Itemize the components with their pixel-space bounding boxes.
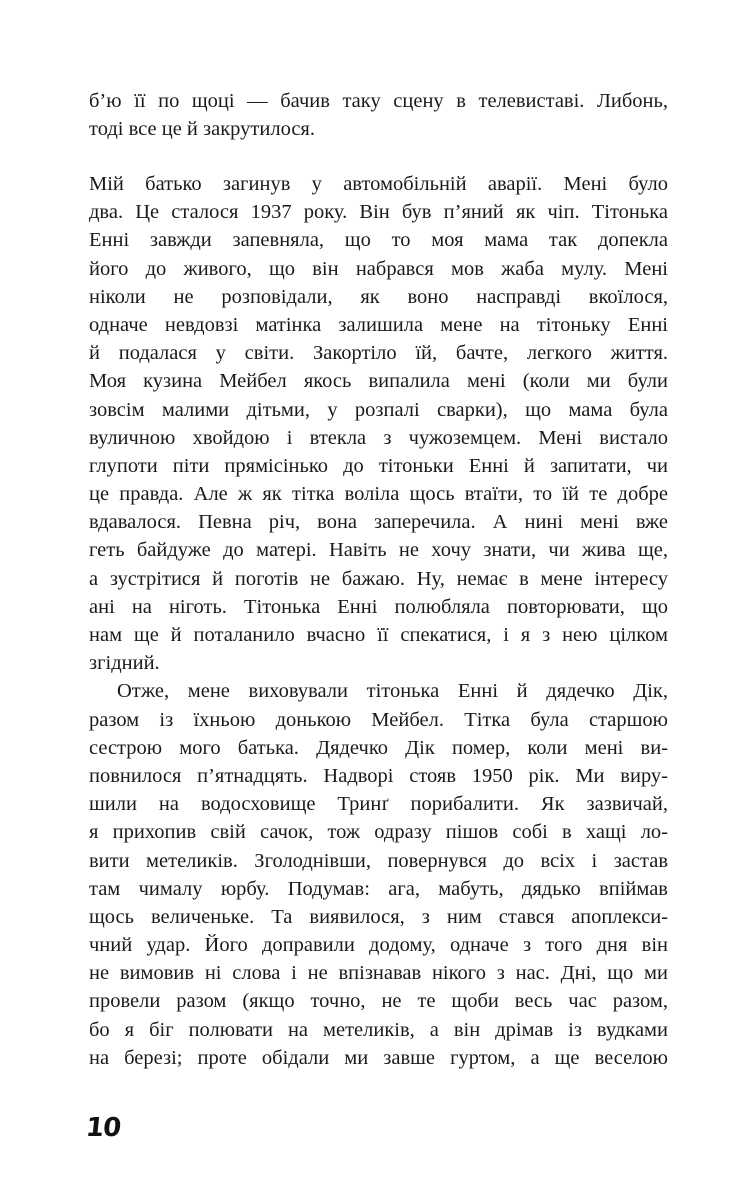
text-line: чний удар. Його доправили додому, одначе з того дня він	[89, 934, 668, 957]
page-number: 10	[84, 1113, 122, 1143]
text-line: два. Це сталося 1937 року. Він був п’яний як чіп. Тітонька	[89, 201, 668, 224]
text-line: Отже, мене виховували тітонька Енні й дядечко Дік,	[117, 680, 668, 703]
paragraph-1	[89, 87, 668, 143]
text-line: тоді все це й закрутилося.	[89, 118, 315, 141]
text-line: там чималу юрбу. Подумав: ага, мабуть, дядько впіймав	[89, 877, 668, 900]
text-line: ніколи не розповідали, як воно насправді вкоїлося,	[89, 285, 668, 308]
text-line: сестрою мого батька. Дядечко Дік помер, коли мені ви-	[89, 736, 668, 759]
text-line: я прихопив свій сачок, тож одразу пішов собі в хащі ло-	[89, 821, 668, 844]
text-line: Мій батько загинув у автомобільній аварії. Мені було	[89, 173, 668, 195]
text-line: на березі; проте обідали ми завше гуртом, а ще веселою	[89, 1046, 668, 1069]
paragraph-2	[89, 170, 668, 1072]
text-line: шили на водосховище Тринґ порибалити. Як зазвичай,	[89, 793, 668, 816]
text-line: глупоти піти прямісінько до тітоньки Енні й запитати, чи	[89, 454, 668, 477]
text-line: одначе невдовзі матінка залишила мене на тітоньку Енні	[89, 313, 668, 336]
text-line: нам ще й поталанило вчасно її спекатися, і я з нею цілком	[89, 624, 668, 646]
text-line: вити метеликів. Зголоднівши, повернувся до всіх і застав	[89, 849, 668, 872]
text-line: зовсім малими дітьми, у розпалі сварки), що мама була	[89, 398, 668, 421]
text-line: не вимовив ні слова і не впізнавав нікого з нас. Дні, що ми	[89, 962, 668, 985]
text-line: разом із їхньою донькою Мейбел. Тітка була старшою	[89, 708, 668, 731]
text-line: Моя кузина Мейбел якось випалила мені (коли ми були	[89, 370, 668, 393]
text-line: бо я біг полювати на метеликів, а він дрімав із вудками	[89, 1018, 668, 1041]
text-line: провели разом (якщо точно, не те щоби весь час разом,	[89, 990, 668, 1013]
text-line: згідний.	[89, 652, 160, 675]
text-line: повнилося п’ятнадцять. Надворі стояв 1950 рік. Ми виру-	[89, 764, 668, 787]
text-line: а зустрітися й поготів не бажаю. Ну, немає в мене інтересу	[89, 567, 668, 590]
text-line: ані на ніготь. Тітонька Енні полюбляла повторювати, що	[89, 595, 668, 618]
text-line: й подалася у світи. Закортіло їй, бачте, легкого життя.	[89, 342, 668, 365]
text-line: геть байдуже до матері. Навіть не хочу знати, чи жива ще,	[89, 539, 668, 562]
text-line: вдавалося. Певна річ, вона заперечила. А нині мені вже	[89, 511, 668, 534]
text-line: його до живого, що він набрався мов жаба мулу. Мені	[89, 257, 668, 280]
text-line: щось величеньке. Та виявилося, з ним стався апоплекси-	[89, 905, 668, 928]
text-line: це правда. Але ж як тітка воліла щось втаїти, то їй те добре	[89, 483, 668, 506]
text-line: вуличною хвойдою і втекла з чужоземцем. Мені вистало	[89, 426, 668, 449]
text-line: б’ю її по щоці — бачив таку сцену в телевиставі. Либонь,	[89, 90, 668, 112]
text-line: Енні завжди запевняла, що то моя мама так допекла	[89, 229, 668, 252]
